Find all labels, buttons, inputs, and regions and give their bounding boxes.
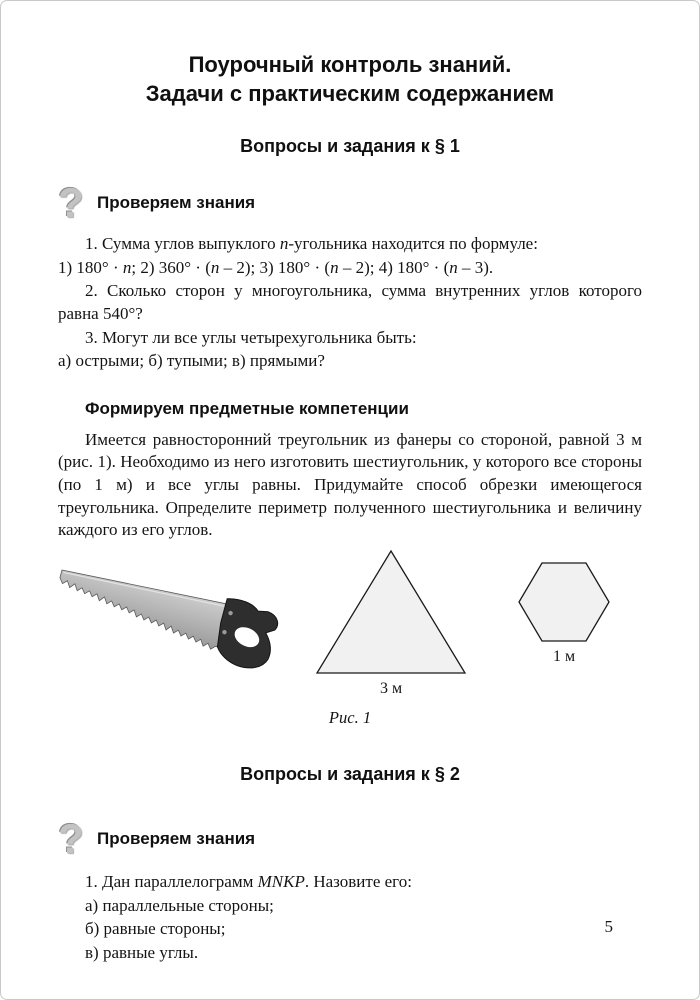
option-a: а) параллельные стороны;: [85, 895, 274, 915]
check-knowledge-header-1: [58, 179, 642, 227]
question-2-text: 2. Сколько сторон у многоугольника, сумма внутренних углов которого равна 540°?: [58, 281, 642, 324]
hexagon-figure: [518, 562, 610, 666]
check-knowledge-heading-1: Проверяем знания: [97, 193, 256, 213]
page-title-line2: Задачи с практическим содержанием: [145, 80, 555, 106]
page-title: [58, 51, 642, 108]
hexagon-side-label: 1 м: [552, 647, 576, 665]
section1-heading: Вопросы и задания к § 1: [240, 136, 460, 157]
question-mark-icon: ?: [58, 814, 84, 862]
figure-1: [58, 550, 642, 702]
question-mark-icon: ?: [58, 179, 84, 227]
saw-image: [58, 552, 308, 682]
triangle-side-label: 3 м: [379, 679, 403, 697]
triangle-shape: [316, 550, 466, 674]
page-number: 5: [604, 917, 613, 936]
option-b: б) равные стороны;: [85, 919, 226, 939]
question-3-options: а) острыми; б) тупыми; в) прямыми?: [58, 351, 325, 371]
task-paragraph: Имеется равносторонний треугольник из фанеры со стороной, равной 3 м (рис. 1). Необходимо из него изготовить шестиугольник, у которого все стороны (по 1 м) и все углы равны. Придумайте способ обрезки имеющегося треугольника. Определите периметр полученного шестиугольника и величину каждого из его углов.: [58, 429, 642, 540]
competencies-heading: Формируем предметные компетенции: [85, 398, 409, 418]
question-1-text: 1. Сумма углов выпуклого n-угольника находится по формуле:: [85, 234, 538, 254]
question-1-formulas: 1) 180° · n; 2) 360° · (n – 2); 3) 180° · (n – 2); 4) 180° · (n – 3).: [58, 257, 494, 277]
figure-caption: Рис. 1: [328, 707, 372, 727]
page-title-line1: Поурочный контроль знаний.: [188, 52, 512, 77]
option-c: в) равные углы.: [85, 942, 199, 962]
triangle-figure: [316, 550, 466, 698]
check-knowledge-heading-2: Проверяем знания: [97, 828, 256, 848]
question-parallelogram-text: 1. Дан параллелограмм MNKP. Назовите его:: [85, 871, 412, 891]
section2-heading: Вопросы и задания к § 2: [240, 763, 460, 784]
hexagon-shape: [518, 562, 610, 642]
question-3-text: 3. Могут ли все углы четырехугольника быть:: [85, 327, 417, 347]
check-knowledge-header-2: [58, 814, 642, 862]
